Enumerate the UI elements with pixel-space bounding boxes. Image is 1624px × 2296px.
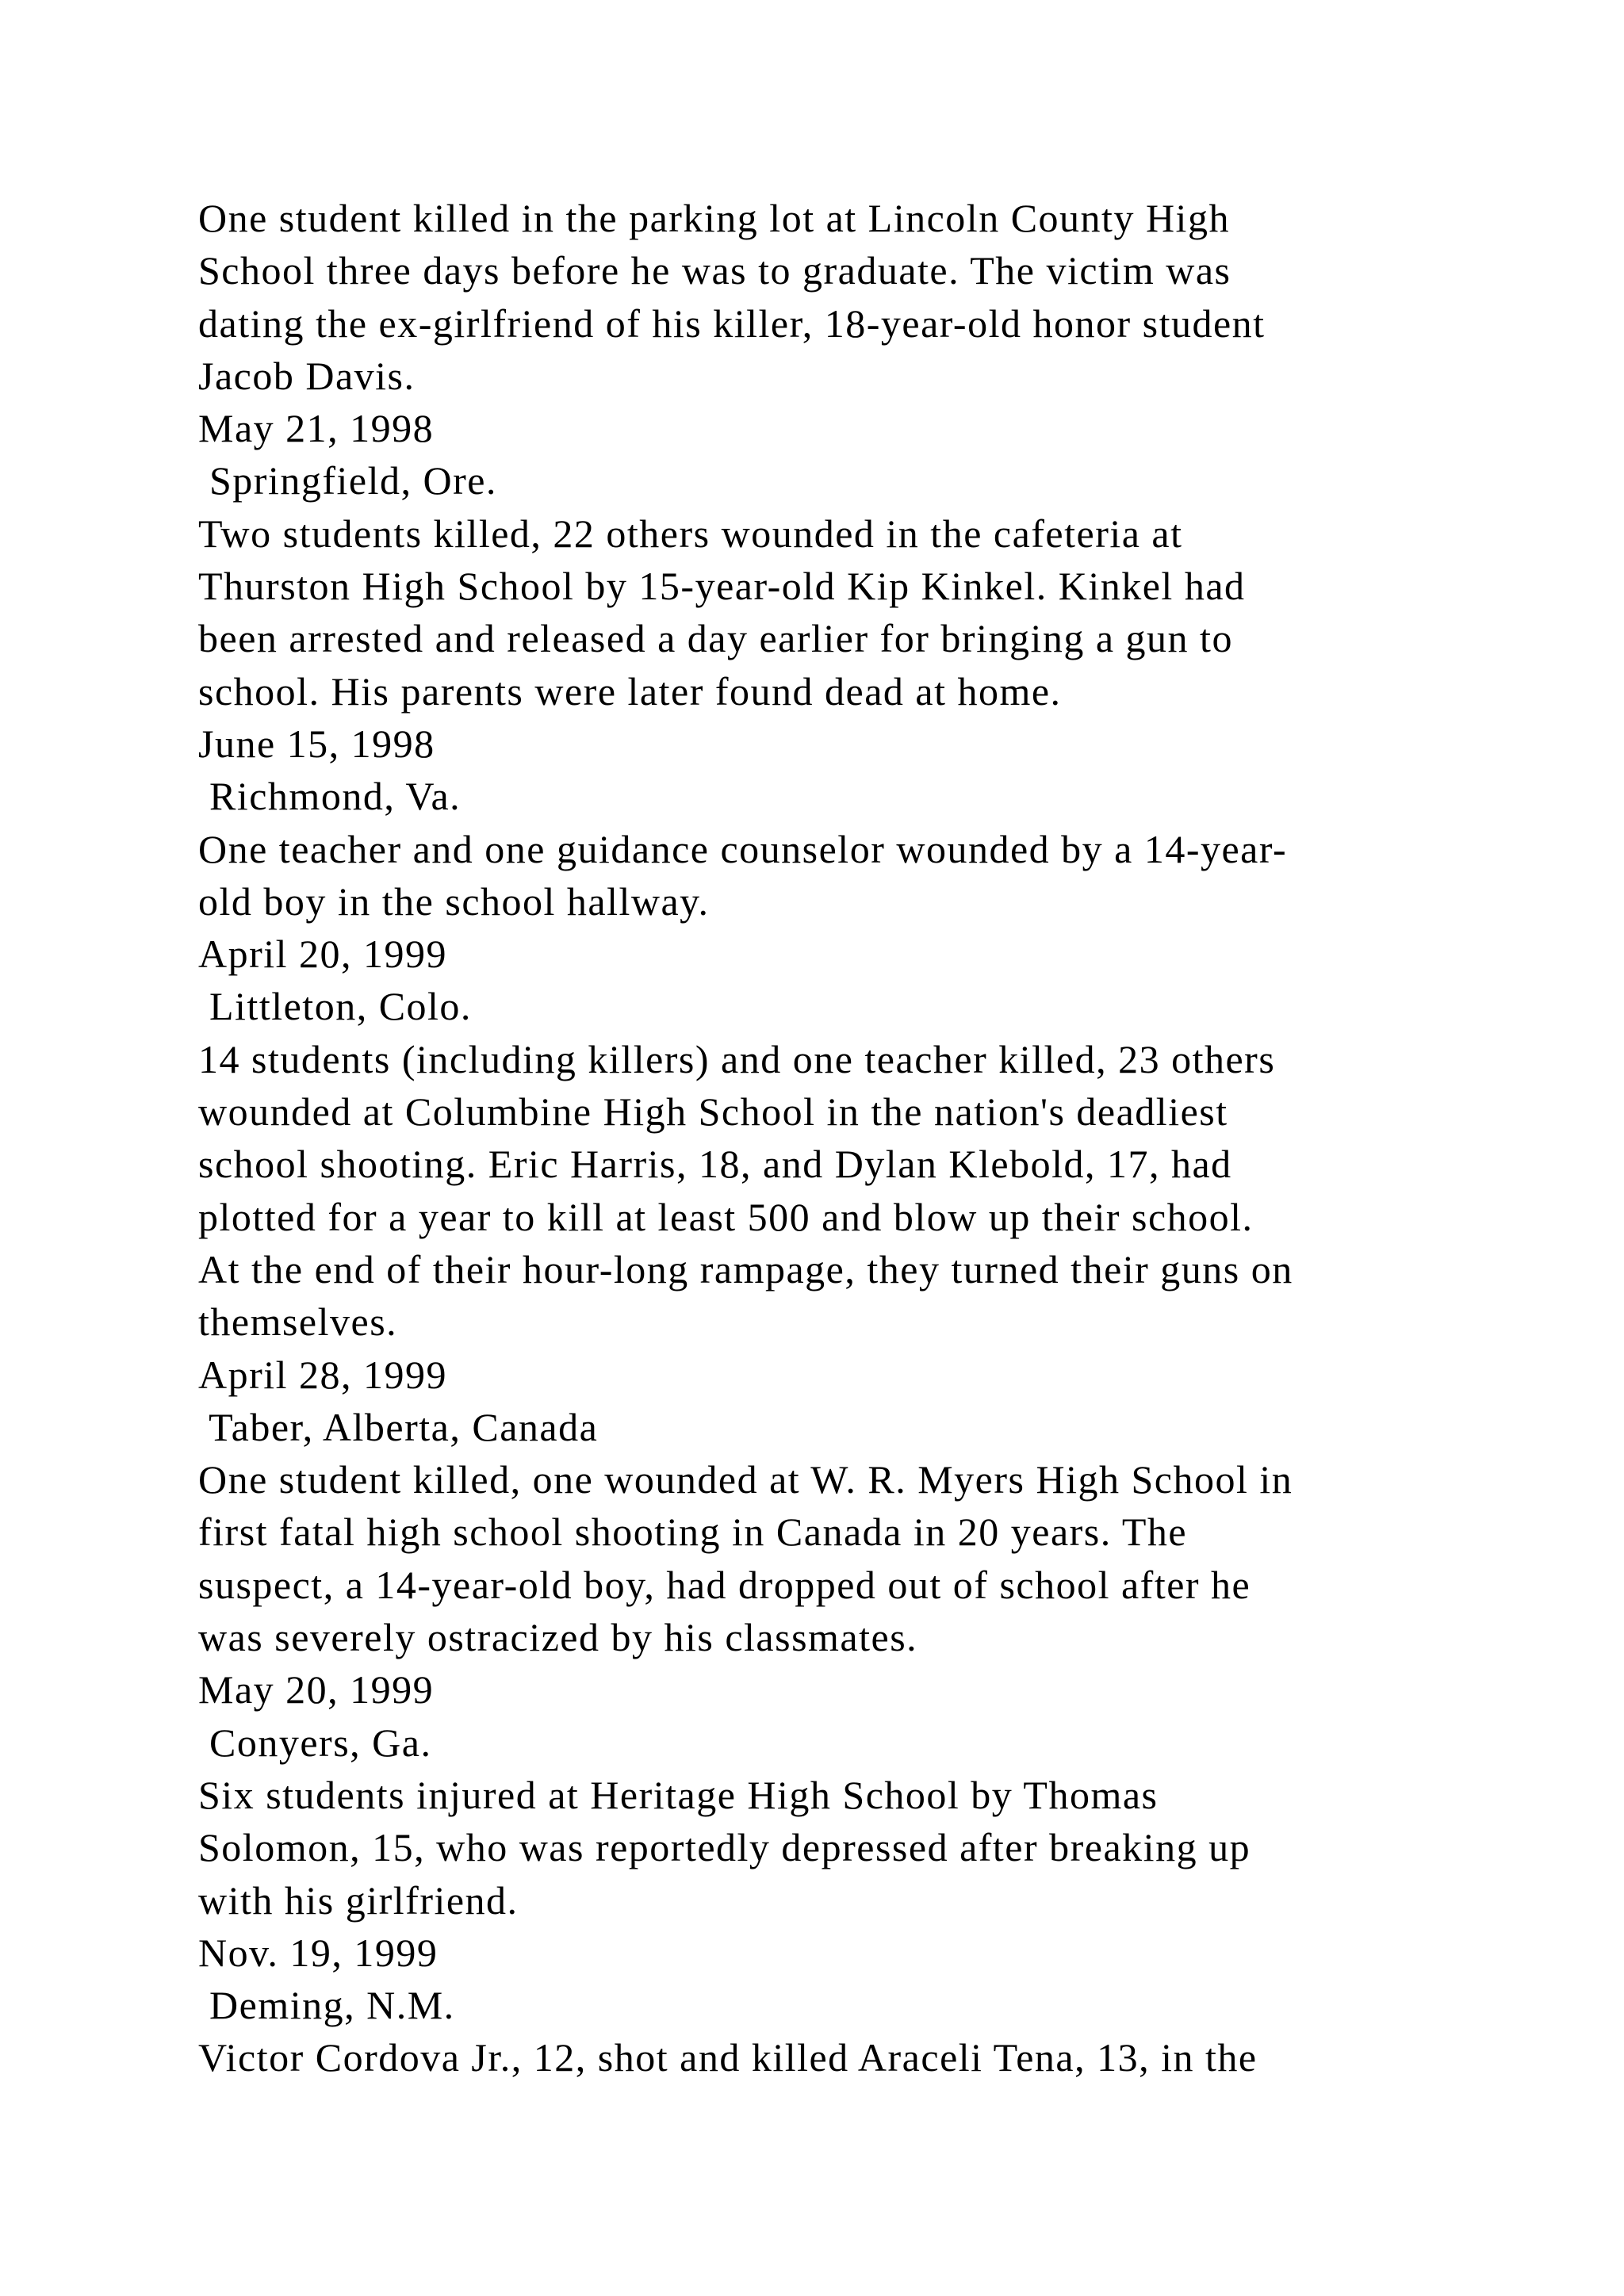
text-line: Thurston High School by 15-year-old Kip Kinkel. Kinkel had	[198, 564, 1246, 609]
text-line: with his girlfriend.	[198, 1877, 519, 1923]
text-line: Victor Cordova Jr., 12, shot and killed Araceli Tena, 13, in the	[198, 2035, 1258, 2080]
location-line: Conyers, Ga.	[198, 1720, 432, 1765]
text-line: One student killed, one wounded at W. R. Myers High School in	[198, 1457, 1293, 1502]
date-line: April 28, 1999	[198, 1352, 448, 1397]
text-line: One student killed in the parking lot at Lincoln County High	[198, 196, 1230, 240]
location-line: Deming, N.M.	[198, 1983, 455, 2028]
location-line: Taber, Alberta, Canada	[198, 1404, 599, 1449]
location-line: Richmond, Va.	[198, 774, 462, 819]
location-line: Littleton, Colo.	[198, 984, 472, 1029]
text-line: Jacob Davis.	[198, 353, 416, 398]
date-line: May 20, 1999	[198, 1667, 435, 1712]
document-text	[198, 192, 1499, 2084]
text-line: was severely ostracized by his classmates.	[198, 1615, 918, 1660]
date-line: Nov. 19, 1999	[198, 1930, 439, 1975]
date-line: June 15, 1998	[198, 721, 435, 766]
text-line: school shooting. Eric Harris, 18, and Dylan Klebold, 17, had	[198, 1142, 1232, 1187]
text-line: suspect, a 14-year-old boy, had dropped out of school after he	[198, 1562, 1251, 1607]
date-line: May 21, 1998	[198, 406, 435, 451]
text-line: been arrested and released a day earlier for bringing a gun to	[198, 616, 1233, 661]
text-line: plotted for a year to kill at least 500 and blow up their school.	[198, 1194, 1254, 1239]
text-line: Two students killed, 22 others wounded in the cafeteria at	[198, 511, 1183, 556]
text-line: 14 students (including killers) and one teacher killed, 23 others	[198, 1036, 1276, 1081]
text-line: themselves.	[198, 1299, 398, 1345]
text-line: School three days before he was to graduate. The victim was	[198, 248, 1231, 293]
text-line: first fatal high school shooting in Canada in 20 years. The	[198, 1510, 1188, 1555]
text-line: dating the ex-girlfriend of his killer, 18-year-old honor student	[198, 300, 1266, 346]
text-line: One teacher and one guidance counselor wounded by a 14-year-	[198, 826, 1288, 871]
text-line: Solomon, 15, who was reportedly depressed after breaking up	[198, 1825, 1251, 1870]
text-line: wounded at Columbine High School in the nation's deadliest	[198, 1089, 1228, 1135]
text-line: old boy in the school hallway.	[198, 878, 710, 924]
text-line: At the end of their hour-long rampage, they turned their guns on	[198, 1246, 1293, 1292]
location-line: Springfield, Ore.	[198, 458, 497, 503]
text-line: school. His parents were later found dead at home.	[198, 668, 1062, 714]
date-line: April 20, 1999	[198, 932, 448, 977]
text-line: Six students injured at Heritage High School by Thomas	[198, 1772, 1159, 1817]
